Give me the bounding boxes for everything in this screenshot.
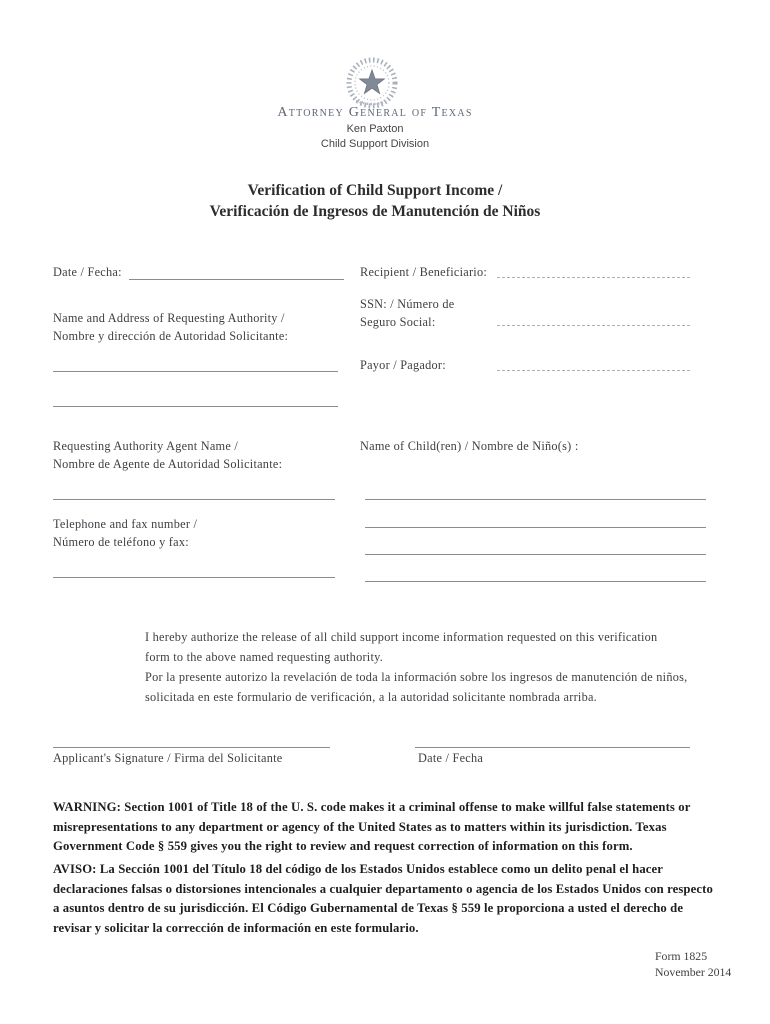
payor-input-line[interactable] [497, 370, 690, 371]
agent-name-label-line2: Nombre de Agente de Autoridad Solicitante: [53, 457, 283, 471]
child-name-line-3[interactable] [365, 554, 706, 555]
authority-address-line-2[interactable] [53, 406, 338, 407]
warning-paragraph-spanish [53, 860, 728, 938]
ssn-label-line2: Seguro Social: [360, 315, 436, 329]
warning-en-line-3: Government Code § 559 gives you the right to review and request correction of information on this form. [53, 839, 633, 853]
ssn-label-line1: SSN: / Número de [360, 297, 455, 311]
requesting-authority-label-line1: Name and Address of Requesting Authority / [53, 311, 285, 325]
warning-es-line-2: declaraciones falsas o distorsiones intencionales a cualquier departamento o agencia de los Estados Unidos con respecto [53, 881, 713, 896]
child-name-line-1[interactable] [365, 499, 706, 500]
applicant-signature-label: Applicant's Signature / Firma del Solicitante [53, 751, 283, 765]
form-title-spanish: Verificación de Ingresos de Manutención de Niños [209, 203, 541, 220]
child-name-line-2[interactable] [365, 527, 706, 528]
signature-date-line[interactable] [415, 747, 690, 748]
agent-name-label-line1: Requesting Authority Agent Name / [53, 439, 239, 453]
authorization-paragraph [145, 627, 705, 707]
requesting-authority-label-line2: Nombre y dirección de Autoridad Solicitante: [53, 329, 289, 343]
children-label: Name of Child(ren) / Nombre de Niño(s) : [360, 439, 579, 453]
authorization-line-4: solicitada en este formulario de verificación, a la autoridad solicitante nombrada arriba. [145, 690, 598, 704]
recipient-label: Recipient / Beneficiario: [360, 265, 488, 279]
authorization-line-3: Por la presente autorizo la revelación de toda la información sobre los ingresos de manutención de niños, [145, 670, 688, 684]
form-title [105, 180, 645, 222]
warning-es-line-1: AVISO: La Sección 1001 del Título 18 del código de los Estados Unidos establece como un delito penal el hacer [53, 862, 664, 876]
agency-name: Attorney General of Texas [277, 105, 473, 120]
agent-name-input-line[interactable] [53, 499, 335, 500]
form-number: Form 1825 [655, 949, 708, 963]
recipient-input-line[interactable] [497, 277, 690, 278]
telephone-label-line2: Número de teléfono y fax: [53, 535, 189, 549]
form-revision-date: November 2014 [655, 965, 732, 979]
applicant-signature-line[interactable] [53, 747, 330, 748]
warning-paragraph-english [53, 798, 728, 857]
authorization-line-2: form to the above named requesting authority. [145, 650, 384, 664]
warning-en-line-1: WARNING: Section 1001 of Title 18 of the U. S. code makes it a criminal offense to make willful false statements or [53, 800, 691, 814]
ssn-input-line[interactable] [497, 325, 690, 326]
form-footer [655, 948, 731, 980]
division-name: Child Support Division [320, 138, 430, 150]
warning-es-line-4: revisar y solicitar la corrección de información en este formulario. [53, 920, 419, 935]
payor-label: Payor / Pagador: [360, 358, 446, 372]
date-input-line[interactable] [129, 279, 344, 280]
authorization-line-1: I hereby authorize the release of all child support income information requested on this verification [145, 630, 658, 644]
date-label: Date / Fecha: [53, 265, 122, 279]
warning-en-line-2: misrepresentations to any department or agency of the United States as to matters within its jurisdiction. Texas [53, 819, 667, 834]
child-name-line-4[interactable] [365, 581, 706, 582]
form-title-english: Verification of Child Support Income / [247, 182, 503, 199]
telephone-input-line[interactable] [53, 577, 335, 578]
warning-es-line-3: a asuntos dentro de su jurisdicción. El Código Gubernamental de Texas § 559 le proporciona a usted el derecho de [53, 901, 684, 915]
authority-address-line-1[interactable] [53, 371, 338, 372]
telephone-label-line1: Telephone and fax number / [53, 517, 198, 531]
attorney-general-name: Ken Paxton [346, 123, 404, 135]
signature-date-label: Date / Fecha [418, 751, 484, 765]
